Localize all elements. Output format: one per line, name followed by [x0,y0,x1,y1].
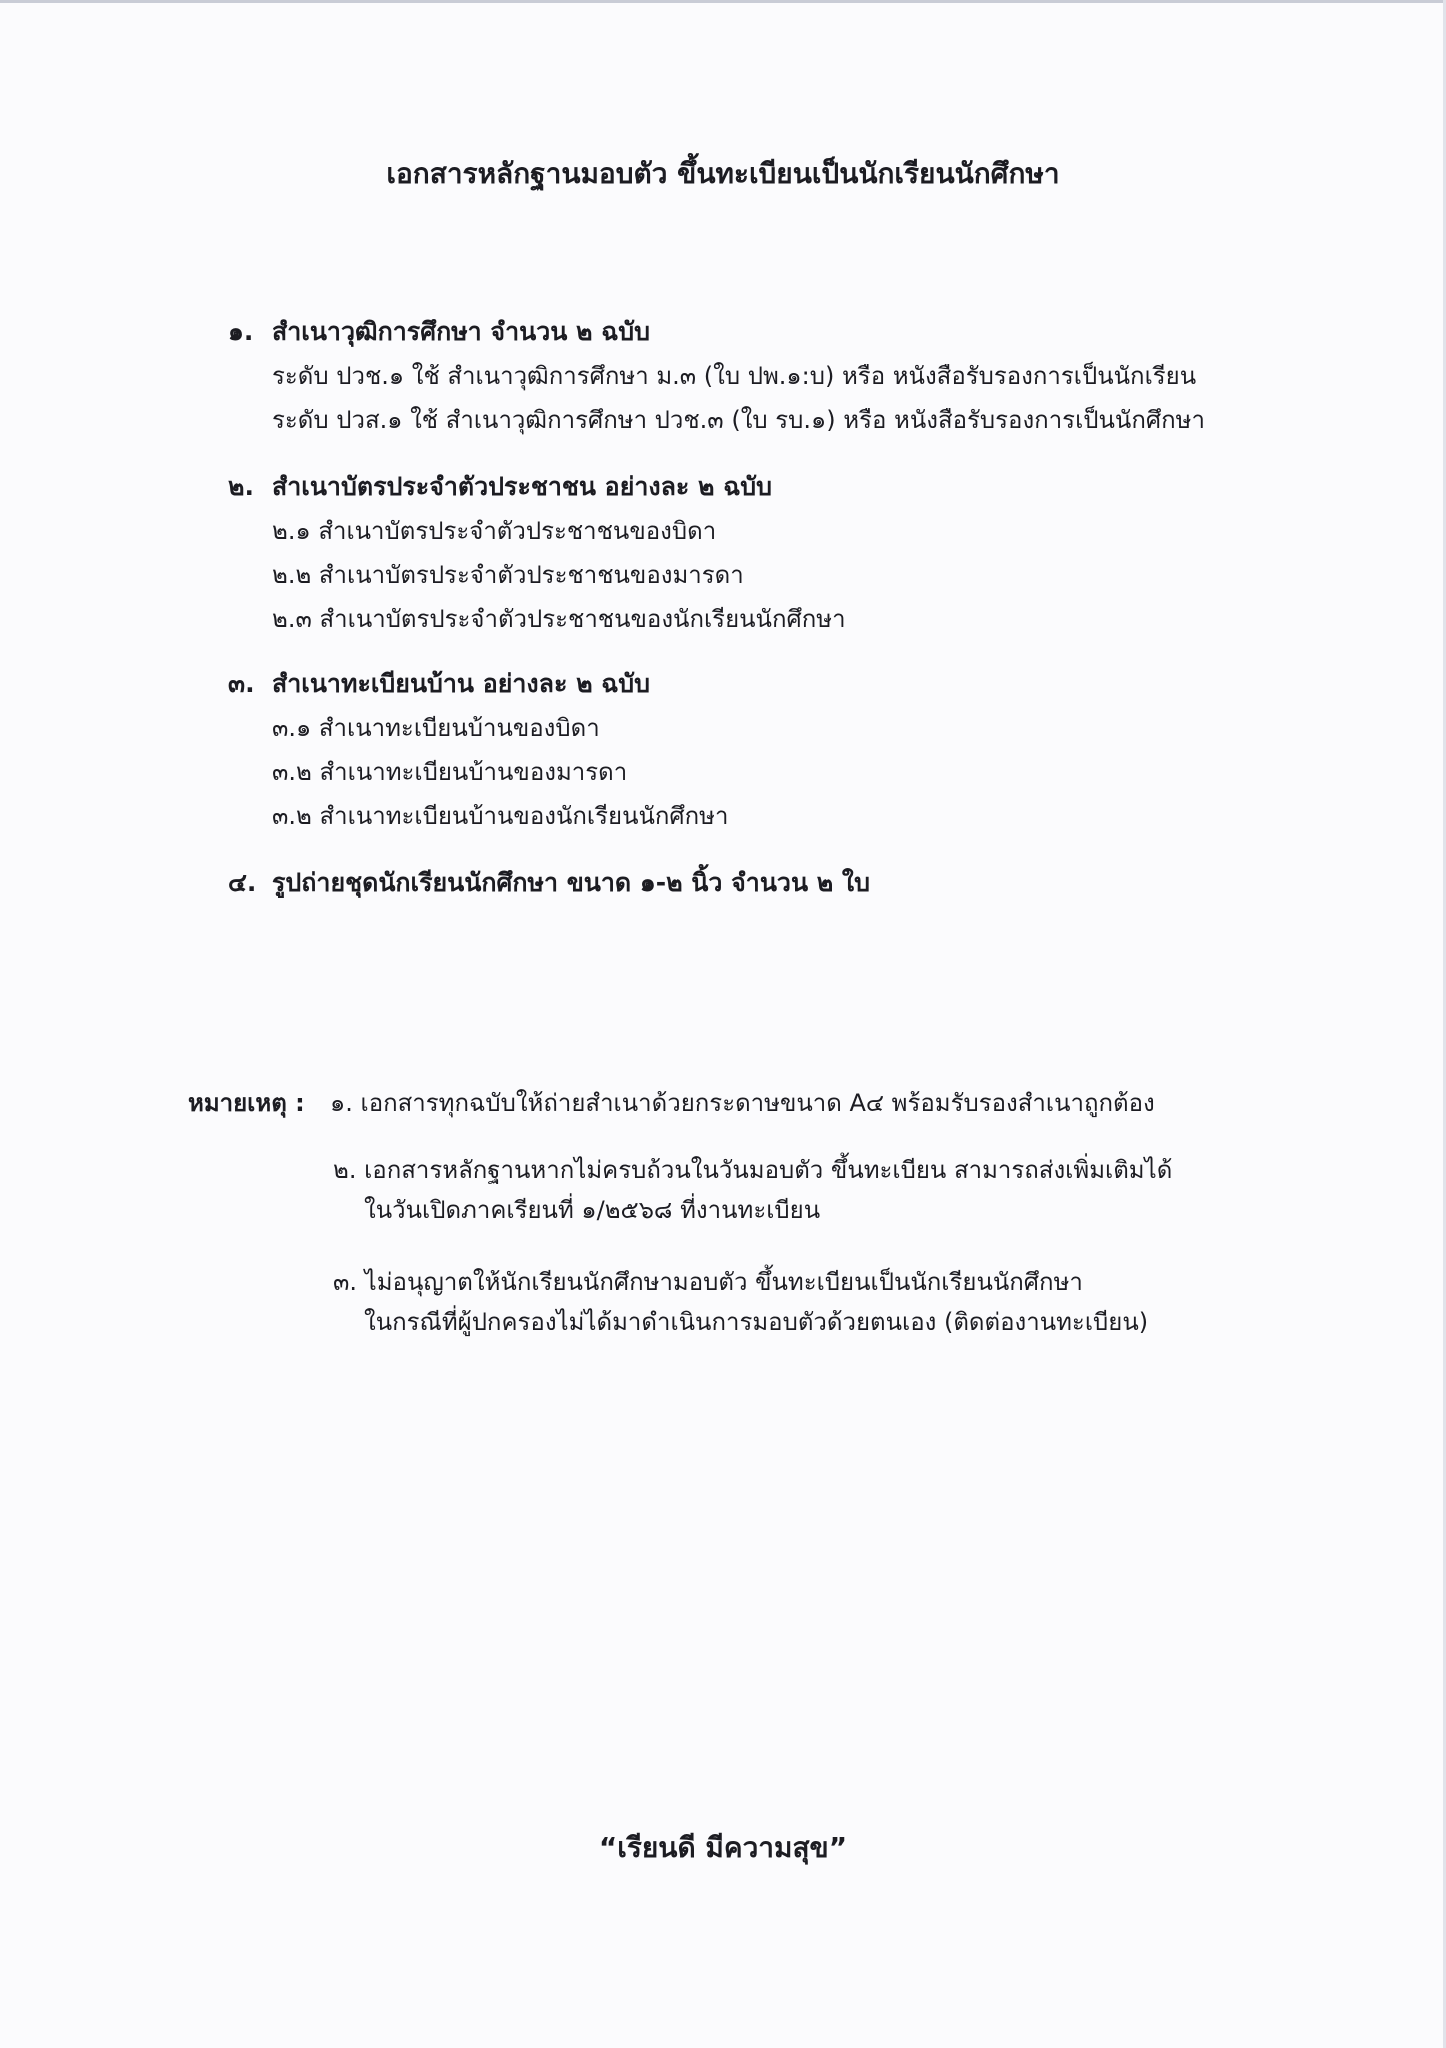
item-heading-text: สำเนาทะเบียนบ้าน อย่างละ ๒ ฉบับ [272,669,651,698]
notes-section [188,1084,1155,1122]
item-line: ๒.๑ สำเนาบัตรประจำตัวประชาชนของบิดา [272,517,717,545]
item-heading [228,465,846,509]
item-line: ๒.๓ สำเนาบัตรประจำตัวประชาชนของนักเรียนนักศึกษา [272,605,846,633]
item-number: ๑. [228,317,254,346]
item-line: ๓.๒ สำเนาทะเบียนบ้านของมารดา [272,758,628,786]
note-line: ในวันเปิดภาคเรียนที่ ๑/๒๕๖๘ ที่งานทะเบียน [364,1196,821,1224]
note-line: ๒. เอกสารหลักฐานหากไม่ครบถ้วนในวันมอบตัว ขึ้นทะเบียน สามารถส่งเพิ่มเติมได้ [333,1156,1173,1184]
notes-label: หมายเหตุ : [188,1089,305,1117]
note-row-1 [188,1084,1155,1122]
list-item-1 [228,310,1205,442]
note-line: ในกรณีที่ผู้ปกครองไม่ได้มาดำเนินการมอบตัวด้วยตนเอง (ติดต่องานทะเบียน) [364,1308,1149,1336]
item-heading [228,662,728,706]
item-number: ๔. [228,868,257,897]
item-number: ๓. [228,669,255,698]
list-item-3 [228,662,728,838]
item-line: ระดับ ปวส.๑ ใช้ สำเนาวุฒิการศึกษา ปวช.๓ (ใบ รบ.๑) หรือ หนังสือรับรองการเป็นนักศึกษา [272,406,1205,434]
item-line: ๒.๒ สำเนาบัตรประจำตัวประชาชนของมารดา [272,561,744,589]
note-entry-3 [333,1262,1148,1342]
list-item-4 [228,861,870,905]
item-heading-text: สำเนาวุฒิการศึกษา จำนวน ๒ ฉบับ [272,317,650,346]
list-item-2 [228,465,846,641]
item-line: ระดับ ปวช.๑ ใช้ สำเนาวุฒิการศึกษา ม.๓ (ใบ ปพ.๑:บ) หรือ หนังสือรับรองการเป็นนักเรียน [272,362,1197,390]
item-heading [228,310,1205,354]
item-heading [228,861,870,905]
item-heading-text: สำเนาบัตรประจำตัวประชาชน อย่างละ ๒ ฉบับ [272,472,772,501]
item-line: ๓.๒ สำเนาทะเบียนบ้านของนักเรียนนักศึกษา [272,802,729,830]
item-number: ๒. [228,472,254,501]
note-entry-2 [333,1150,1172,1230]
page-title: เอกสารหลักฐานมอบตัว ขึ้นทะเบียนเป็นนักเรียนนักศึกษา [386,157,1060,190]
scan-edge-top [0,0,1446,3]
item-heading-text: รูปถ่ายชุดนักเรียนนักศึกษา ขนาด ๑-๒ นิ้ว จำนวน ๒ ใบ [272,868,870,897]
note-line: ๑. เอกสารทุกฉบับให้ถ่ายสำเนาด้วยกระดาษขนาด A๔ พร้อมรับรองสำเนาถูกต้อง [330,1089,1155,1117]
motto: “เรียนดี มีความสุข” [598,1831,848,1864]
note-line: ๓. ไม่อนุญาตให้นักเรียนนักศึกษามอบตัว ขึ้นทะเบียนเป็นนักเรียนนักศึกษา [333,1268,1083,1296]
item-line: ๓.๑ สำเนาทะเบียนบ้านของบิดา [272,714,600,742]
